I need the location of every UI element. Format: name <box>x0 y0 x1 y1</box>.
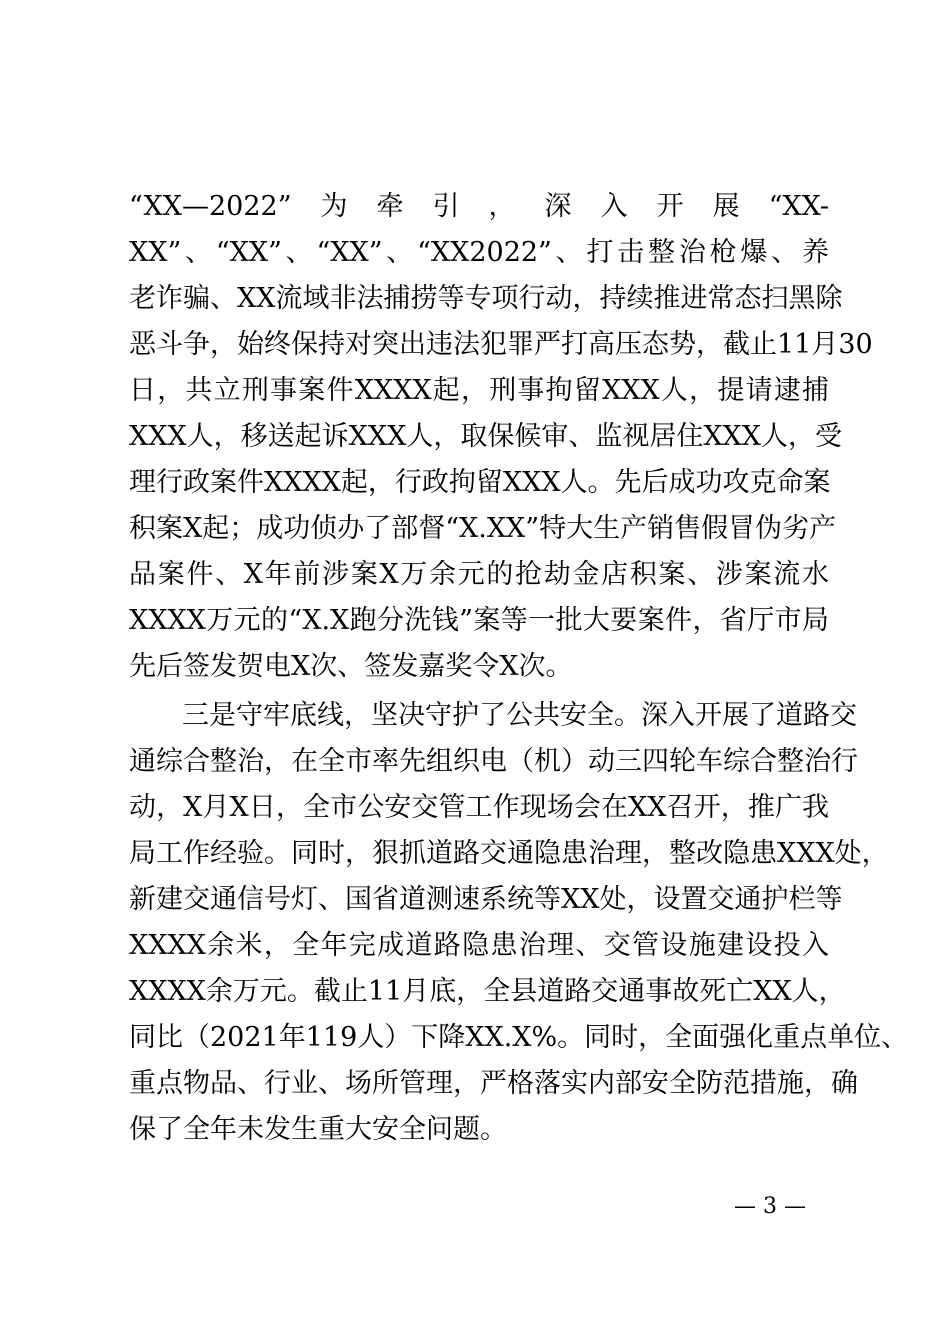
text-line: “XX—2022”为牵引，深入开展“XX- <box>129 191 829 222</box>
text-line: 同比（2021年119人）下降XX.X%。同时，全面强化重点单位、 <box>129 1022 909 1053</box>
text-line: 重点物品、行业、场所管理，严格落实内部安全防范措施，确 <box>129 1068 858 1099</box>
text-line: XX”、“XX”、“XX”、“XX2022”、打击整治枪爆、养 <box>129 237 829 268</box>
text-line: 积案X起；成功侦办了部督“X.XX”特大生产销售假冒伪劣产 <box>129 513 837 544</box>
text-line: XXXX余米，全年完成道路隐患治理、交管设施建设投入 <box>129 930 829 961</box>
text-line: 保了全年未发生重大安全问题。 <box>129 1114 507 1145</box>
text-line: 品案件、X年前涉案X万余元的抢劫金店积案、涉案流水 <box>129 559 829 590</box>
page-number: — 3 — <box>734 1194 806 1219</box>
text-line: XXX人，移送起诉XXX人，取保候审、监视居住XXX人，受 <box>129 421 842 452</box>
text-line: XXXX余万元。截止11月底，全县道路交通事故死亡XX人， <box>129 976 846 1007</box>
text-line: 老诈骗、XX流域非法捕捞等专项行动，持续推进常态扫黑除 <box>129 283 843 314</box>
text-line: 三是守牢底线，坚决守护了公共安全。深入开展了道路交 <box>182 700 857 731</box>
text-line: 先后签发贺电X次、签发嘉奖令X次。 <box>129 651 573 682</box>
text-line: XXXX万元的“X.X跑分洗钱”案等一批大要案件，省厅市局 <box>129 605 829 636</box>
text-line: 日，共立刑事案件XXXX起，刑事拘留XXX人，提请逮捕 <box>129 375 829 406</box>
text-line: 通综合整治，在全市率先组织电（机）动三四轮车综合整治行 <box>129 746 858 777</box>
text-line: 动，X月X日，全市公安交管工作现场会在XX召开，推广我 <box>129 792 829 823</box>
text-line: 新建交通信号灯、国省道测速系统等XX处，设置交通护栏等 <box>129 884 843 915</box>
text-line: 理行政案件XXXX起，行政拘留XXX人。先后成功攻克命案 <box>129 467 831 498</box>
text-line: 局工作经验。同时，狠抓道路交通隐患治理，整改隐患XXX处， <box>129 838 889 869</box>
text-line: 恶斗争，始终保持对突出违法犯罪严打高压态势，截止11月30 <box>129 329 873 360</box>
